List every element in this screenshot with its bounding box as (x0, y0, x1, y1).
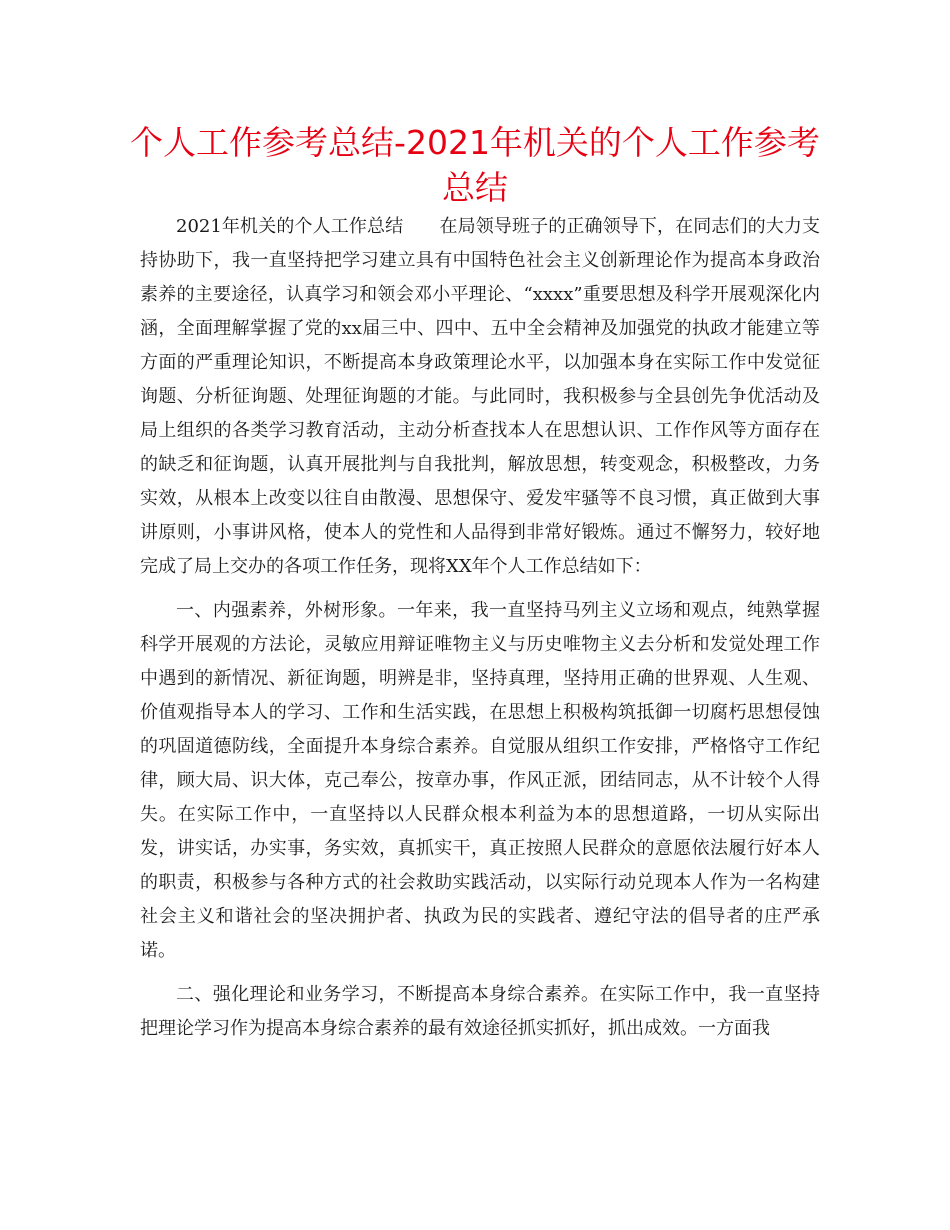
paragraph-section-1: 一、内强素养，外树形象。一年来，我一直坚持马列主义立场和观点，纯熟掌握科学开展观的方法论，灵敏应用辩证唯物主义与历史唯物主义去分析和发觉处理工作中遇到的新情况、新征询题，明辨是非，坚持真理，坚持用正确的世界观、人生观、价值观指导本人的学习、工作和生活实践，在思想上积极构筑抵御一切腐朽思想侵蚀的巩固道德防线，全面提升本身综合素养。自觉服从组织工作安排，严格恪守工作纪律，顾大局、识大体，克己奉公，按章办事，作风正派，团结同志，从不计较个人得失。在实际工作中，一直坚持以人民群众根本利益为本的思想道路，一切从实际出发，讲实话，办实事，务实效，真抓实干，真正按照人民群众的意愿依法履行好本人的职责，积极参与各种方式的社会救助实践活动，以实际行动兑现本人作为一名构建社会主义和谐社会的坚决拥护者、执政为民的实践者、遵纪守法的倡导者的庄严承诺。 (140, 600, 820, 961)
document-body (140, 210, 820, 1056)
paragraph-intro: 2021年机关的个人工作总结 在局领导班子的正确领导下，在同志们的大力支持协助下，我一直坚持把学习建立具有中国特色社会主义创新理论作为提高本身政治素养的主要途径，认真学习和领会邓小平理论、“xxxx”重要思想及科学开展观深化内涵，全面理解掌握了党的xx届三中、四中、五中全会精神及加强党的执政才能建立等方面的严重理论知识，不断提高本身政策理论水平，以加强本身在实际工作中发觉征询题、分析征询题、处理征询题的才能。与此同时，我积极参与全县创先争优活动及局上组织的各类学习教育活动，主动分析查找本人在思想认识、工作作风等方面存在的缺乏和征询题，认真开展批判与自我批判，解放思想，转变观念，积极整改，力务实效，从根本上改变以往自由散漫、思想保守、爱发牢骚等不良习惯，真正做到大事讲原则，小事讲风格，使本人的党性和人品得到非常好锻炼。通过不懈努力，较好地完成了局上交办的各项工作任务，现将XX年个人工作总结如下： (140, 216, 820, 577)
paragraph-section-2: 二、强化理论和业务学习，不断提高本身综合素养。在实际工作中，我一直坚持把理论学习作为提高本身综合素养的最有效途径抓实抓好，抓出成效。一方面我 (140, 984, 820, 1039)
document-title: 个人工作参考总结-2021年机关的个人工作参考总结 (130, 123, 820, 207)
